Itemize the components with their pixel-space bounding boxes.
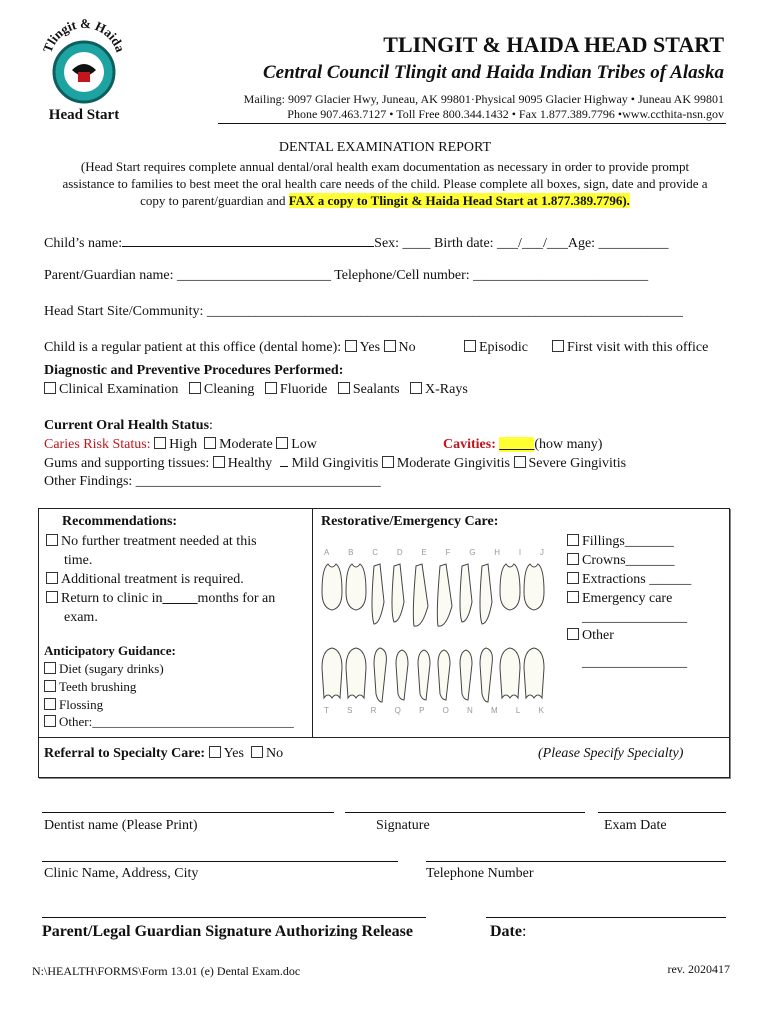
restorative-other-label: Other: [582, 628, 614, 643]
diet-option: [44, 661, 164, 677]
cavities-row: [443, 437, 602, 453]
childs-name-label: Child’s name:: [44, 236, 123, 251]
caries-colon: :: [146, 437, 151, 452]
parent-signature-line[interactable]: [42, 917, 426, 918]
intro-line-3: [0, 193, 770, 209]
date-label: Date: [490, 923, 522, 940]
emergency-line[interactable]: _______________: [582, 610, 687, 625]
fillings-checkbox[interactable]: [567, 534, 579, 546]
xrays-checkbox[interactable]: [410, 382, 422, 394]
guidance-other-checkbox[interactable]: [44, 715, 56, 727]
clinic-label: Clinic Name, Address, City: [44, 866, 199, 881]
intro-line-3-text: copy to parent/guardian and: [140, 193, 289, 208]
healthy-label: Healthy: [227, 456, 273, 471]
referral-no-checkbox[interactable]: [251, 746, 263, 758]
tooth-letter-n: N: [467, 706, 473, 715]
yes-label: Yes: [359, 340, 381, 355]
childs-name-row: [44, 232, 669, 252]
cleaning-checkbox[interactable]: [189, 382, 201, 394]
moderate-gingivitis-checkbox[interactable]: [382, 456, 394, 468]
regular-patient-row: [44, 340, 416, 356]
footer-path: N:\HEALTH\FORMS\Form 13.01 (e) Dental Exam.doc: [32, 964, 301, 978]
logo: [36, 12, 132, 123]
guidance-other-option: [44, 714, 294, 730]
xrays-label: X-Rays: [425, 382, 468, 397]
referral-yes-label: Yes: [223, 746, 244, 761]
brushing-option: [44, 679, 136, 695]
restorative-heading: Restorative/Emergency Care:: [321, 514, 499, 529]
childs-name-input[interactable]: [122, 232, 374, 247]
cavities-label: Cavities:: [443, 437, 496, 452]
no-further-option: [46, 534, 257, 550]
telephone-line[interactable]: [426, 861, 726, 862]
fluoride-label: Fluoride: [279, 382, 328, 397]
tooth-letter-q: Q: [394, 706, 401, 715]
lower-teeth-icon[interactable]: [318, 644, 550, 704]
caries-row: [44, 437, 317, 453]
address-line-1: Mailing: 9097 Glacier Hwy, Juneau, AK 99801·Physical 9095 Glacier Highway • Juneau AK 99801: [243, 92, 724, 106]
tooth-letter-k: K: [538, 706, 544, 715]
tooth-letter-e: E: [421, 548, 427, 557]
diet-checkbox[interactable]: [44, 662, 56, 674]
tooth-letter-m: M: [491, 706, 498, 715]
fax-highlight: FAX a copy to Tlingit & Haida Head Start at 1.877.389.7796).: [288, 193, 630, 208]
crowns-label: Crowns_______: [582, 553, 675, 568]
tooth-letter-b: B: [348, 548, 354, 557]
referral-label: Referral to Specialty Care:: [44, 746, 206, 761]
extractions-checkbox[interactable]: [567, 572, 579, 584]
date-label-group: [490, 923, 526, 941]
telephone-label: Telephone Number: [426, 866, 534, 881]
sealants-checkbox[interactable]: [338, 382, 350, 394]
emergency-option: [567, 591, 672, 607]
return-checkbox[interactable]: [46, 591, 58, 603]
clinical-exam-label: Clinical Examination: [59, 382, 179, 397]
no-further-checkbox[interactable]: [46, 534, 58, 546]
moderate-gingivitis-label: Moderate Gingivitis: [396, 456, 510, 471]
tooth-letter-t: T: [324, 706, 329, 715]
parent-signature-label: Parent/Legal Guardian Signature Authorizing Release: [42, 923, 413, 940]
regular-patient-label: Child is a regular patient at this office (dental home):: [44, 340, 342, 355]
return-option: [46, 591, 275, 607]
severe-label: Severe Gingivitis: [528, 456, 627, 471]
no-further-label: No further treatment needed at this: [61, 534, 257, 549]
referral-yes-checkbox[interactable]: [209, 746, 221, 758]
date-line[interactable]: [486, 917, 726, 918]
referral-no-label: No: [265, 746, 284, 761]
signature-label: Signature: [376, 818, 430, 833]
upper-letters: [318, 548, 544, 557]
flossing-checkbox[interactable]: [44, 698, 56, 710]
brushing-label: Teeth brushing: [59, 679, 137, 694]
tooth-letter-f: F: [445, 548, 451, 557]
dentist-name-label: Dentist name (Please Print): [44, 818, 198, 833]
first-visit-label: First visit with this office: [567, 340, 709, 355]
tooth-letter-o: O: [442, 706, 449, 715]
tooth-letter-s: S: [347, 706, 353, 715]
tooth-letter-r: R: [370, 706, 377, 715]
crowns-option: [567, 553, 675, 569]
footer-revision: rev. 2020417: [667, 962, 730, 976]
severe-checkbox[interactable]: [514, 456, 526, 468]
first-visit-checkbox[interactable]: [552, 340, 564, 352]
episodic-label: Episodic: [479, 340, 528, 355]
guidance-other-label: Other:_______________________________: [59, 714, 294, 729]
healthy-checkbox[interactable]: [213, 456, 225, 468]
tooth-letter-i: I: [518, 548, 522, 557]
dentist-name-line[interactable]: [42, 812, 334, 813]
referral-row: [44, 746, 283, 762]
sex-birth-age: Sex: ____ Birth date: ___/___/___Age: __________: [374, 236, 669, 251]
box-divider-horizontal: [39, 737, 729, 738]
cavities-suffix: (how many): [534, 437, 603, 452]
parent-guardian-row[interactable]: Parent/Guardian name: ______________________ Telephone/Cell number: _________________________: [44, 268, 649, 283]
extractions-option: [567, 572, 691, 588]
tooth-letter-j: J: [539, 548, 544, 557]
restorative-other-checkbox[interactable]: [567, 628, 579, 640]
fillings-label: Fillings_______: [582, 534, 674, 549]
logo-arc-text: Tlingit & Haida: [39, 15, 129, 55]
signature-line[interactable]: [345, 812, 585, 813]
no-further-label-2: time.: [64, 553, 93, 568]
low-label: Low: [291, 437, 317, 452]
return-label-2: months for an: [197, 591, 276, 606]
emergency-checkbox[interactable]: [567, 591, 579, 603]
additional-checkbox[interactable]: [46, 572, 58, 584]
recommendations-heading: Recommendations:: [62, 514, 178, 529]
gums-label: Gums and supporting tissues:: [44, 456, 210, 471]
flossing-label: Flossing: [59, 697, 104, 712]
exam-date-line[interactable]: [598, 812, 726, 813]
oral-status-colon: :: [209, 418, 213, 433]
org-title: TLINGIT & HAIDA HEAD START: [383, 32, 724, 57]
additional-label: Additional treatment is required.: [61, 572, 244, 587]
header-divider: [218, 123, 726, 124]
lower-letters: [318, 706, 544, 715]
moderate-checkbox[interactable]: [204, 437, 216, 449]
low-checkbox[interactable]: [276, 437, 288, 449]
high-label: High: [169, 437, 198, 452]
tooth-letter-d: D: [396, 548, 403, 557]
clinical-exam-checkbox[interactable]: [44, 382, 56, 394]
intro-line-2: assistance to families to best meet the oral health care needs of the child. Please complete all boxes, sign, date and provide a: [62, 176, 708, 191]
emergency-label: Emergency care: [582, 591, 673, 606]
other-findings[interactable]: Other Findings: ___________________________________: [44, 474, 381, 489]
return-label: Return to clinic in: [61, 591, 163, 606]
restorative-other-line[interactable]: _______________: [582, 655, 687, 670]
additional-option: [46, 572, 244, 588]
return-months-input[interactable]: _____: [162, 591, 198, 606]
upper-teeth-icon[interactable]: [318, 562, 550, 632]
report-title: DENTAL EXAMINATION REPORT: [278, 140, 492, 155]
intro-line-1: (Head Start requires complete annual dental/oral health exam documentation as necessary in order to provide prompt: [80, 159, 690, 174]
episodic-option: [464, 340, 528, 356]
site-community-row[interactable]: Head Start Site/Community: ____________________________________________________________________: [44, 304, 683, 319]
diet-label: Diet (sugary drinks): [59, 661, 164, 676]
org-subtitle: Central Council Tlingit and Haida Indian Tribes of Alaska: [262, 62, 724, 83]
oral-status-heading-text: Current Oral Health Status: [44, 418, 210, 433]
address-line-2: Phone 907.463.7127 • Toll Free 800.344.1432 • Fax 1.877.389.7796 •www.ccthita-nsn.gov: [287, 107, 724, 121]
restorative-other-option: [567, 628, 614, 644]
extractions-label: Extractions ______: [582, 572, 692, 587]
exam-date-label: Exam Date: [604, 818, 667, 833]
tooth-letter-l: L: [515, 706, 521, 715]
logo-subtitle: Head Start: [48, 107, 120, 123]
cleaning-label: Cleaning: [203, 382, 255, 397]
tooth-chart: [318, 548, 550, 718]
tooth-letter-h: H: [494, 548, 501, 557]
episodic-checkbox[interactable]: [464, 340, 476, 352]
sealants-label: Sealants: [352, 382, 400, 397]
tooth-letter-g: G: [469, 548, 476, 557]
fluoride-checkbox[interactable]: [265, 382, 277, 394]
gums-row: [44, 456, 626, 472]
flossing-option: [44, 697, 103, 713]
guidance-heading: Anticipatory Guidance:: [44, 643, 176, 658]
cavities-input[interactable]: _____: [499, 437, 535, 452]
logo-emblem-icon: [36, 12, 132, 108]
moderate-label: Moderate: [219, 437, 273, 452]
mild-label: Mild Gingivitis: [291, 456, 379, 471]
tooth-letter-p: P: [419, 706, 425, 715]
oral-status-heading: [44, 418, 213, 434]
procedures-row: [44, 382, 468, 398]
box-divider-vertical: [312, 509, 313, 737]
crowns-checkbox[interactable]: [567, 553, 579, 565]
yes-checkbox[interactable]: [345, 340, 357, 352]
no-checkbox[interactable]: [384, 340, 396, 352]
fillings-option: [567, 534, 674, 550]
high-checkbox[interactable]: [154, 437, 166, 449]
tooth-letter-c: C: [372, 548, 379, 557]
tooth-letter-a: A: [324, 548, 330, 557]
clinic-line[interactable]: [42, 861, 398, 862]
first-visit-option: [552, 340, 708, 356]
date-colon: :: [521, 923, 527, 940]
brushing-checkbox[interactable]: [44, 680, 56, 692]
return-label-3: exam.: [64, 610, 98, 625]
referral-specify: (Please Specify Specialty): [538, 746, 684, 761]
caries-label: Caries Risk Status: [44, 437, 147, 452]
no-label: No: [398, 340, 416, 355]
procedures-heading: Diagnostic and Preventive Procedures Performed:: [44, 363, 344, 378]
